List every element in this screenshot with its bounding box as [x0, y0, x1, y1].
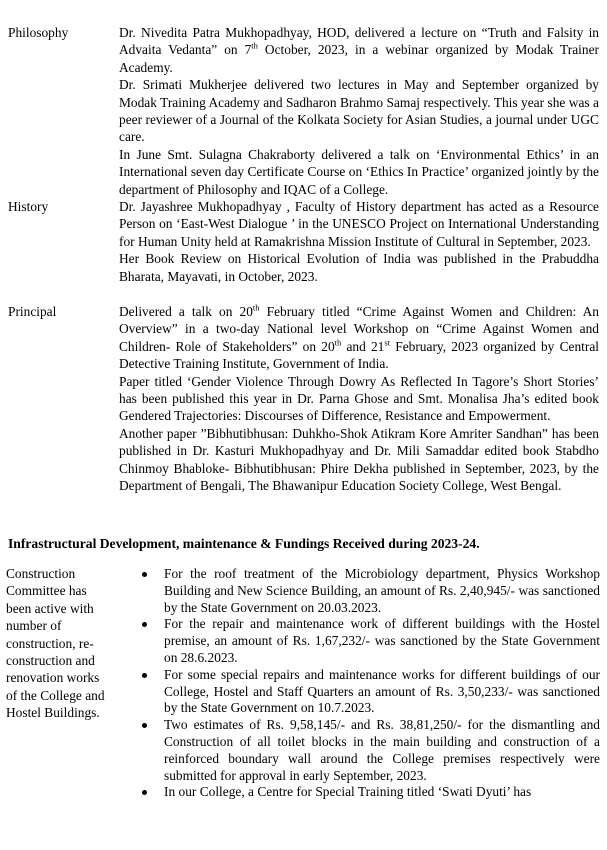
- paragraph: Another paper ”Bibhutibhusan: Duhkho-Shok Atikram Kore Amriter Sandhan” has been published in Dr. Kasturi Mukhopadhyay and Dr. Mili Samaddar edited book Stabdho Chinmoy Bhabloke- Bibhutibhusan: Phire Dekha published in September, 2023, by the Department of Bengali, The Bhawanipur Education Society College, West Bengal.: [119, 425, 599, 494]
- list-item: For some special repairs and maintenance works for different buildings of our College, Hostel and Staff Quarters an amount of Rs. 3,50,233/- was sanctioned by the State Government on 10.7.2023.: [140, 667, 600, 717]
- infrastructure-list: [140, 566, 600, 801]
- section-heading: Infrastructural Development, maintenance & Fundings Received during 2023-24.: [8, 536, 480, 551]
- paragraph: Dr. Srimati Mukherjee delivered two lectures in May and September organized by Modak Training Academy and Sadharon Brahmo Samaj respectively. This year she was a peer reviewer of a Journal of the Kolkata Society for Asian Studies, a journal under UGC care.: [119, 77, 599, 145]
- paragraph: In June Smt. Sulagna Chakraborty delivered a talk on ‘Environmental Ethics’ in an International seven day Certificate Course on ‘Ethics In Practice’ organized jointly by the department of Philosophy and IQAC of a College.: [119, 146, 599, 197]
- dept-label: Principal: [8, 304, 57, 319]
- bullet-icon: [142, 790, 147, 795]
- list-item: For the roof treatment of the Microbiology department, Physics Workshop Building and New Science Building, an amount of Rs. 2,40,945/- was sanctioned by the State Government on 20.03.2023.: [140, 566, 600, 616]
- dept-body: [119, 198, 599, 285]
- paragraph: Paper titled ‘Gender Violence Through Dowry As Reflected In Tagore’s Short Stories’ has been published this year in Dr. Parna Ghose and Smt. Monalisa Jha’s edited book Gendered Trajectories: Discourses of Difference, Resistance and Empowerment.: [119, 373, 599, 424]
- dept-body: [119, 24, 599, 198]
- dept-label: History: [8, 199, 49, 214]
- paragraph: Her Book Review on Historical Evolution of India was published in the Prabuddha Bharata, Mayavati, in October, 2023.: [119, 251, 599, 284]
- list-item: In our College, a Centre for Special Training titled ‘Swati Dyuti’ has: [140, 784, 600, 801]
- paragraph: Dr. Nivedita Patra Mukhopadhyay, HOD, delivered a lecture on “Truth and Falsity in Advaita Vedanta” on 7th October, 2023, in a webinar organized by Modak Trainer Academy.: [119, 25, 599, 75]
- list-item: For the repair and maintenance work of different buildings with the Hostel premise, an amount of Rs. 1,67,232/- was sanctioned by the State Government on 28.6.2023.: [140, 616, 600, 666]
- paragraph: Delivered a talk on 20th February titled “Crime Against Women and Children: An Overview” in a two-day National level Workshop on “Crime Against Women and Children- Role of Stakeholders” on 20th and 21st February, 2023 organized by Central Detective Training Institute, Government of India.: [119, 302, 599, 372]
- dept-label: Philosophy: [8, 25, 69, 40]
- paragraph: Dr. Jayashree Mukhopadhyay , Faculty of History department has acted as a Resource Person on ‘East-West Dialogue ’ in the UNESCO Project on International Understanding for Human Unity held at Ramakrishna Mission Institute of Cultural in September, 2023.: [119, 199, 599, 249]
- list-item: Two estimates of Rs. 9,58,145/- and Rs. 38,81,250/- for the dismantling and Construction of all toilet blocks in the main building and construction of a reinforced boundary wall around the College premises respectively were submitted for approval in early September, 2023.: [140, 717, 600, 784]
- bullet-icon: [142, 673, 147, 678]
- bullet-icon: [142, 723, 147, 728]
- dept-body: [119, 303, 599, 494]
- bullet-icon: [142, 622, 147, 627]
- bullet-icon: [142, 572, 147, 577]
- construction-committee-label: Construction Committee has been active with number of construction, re-construction and renovation works of the College and Hostel Buildings.: [6, 566, 105, 721]
